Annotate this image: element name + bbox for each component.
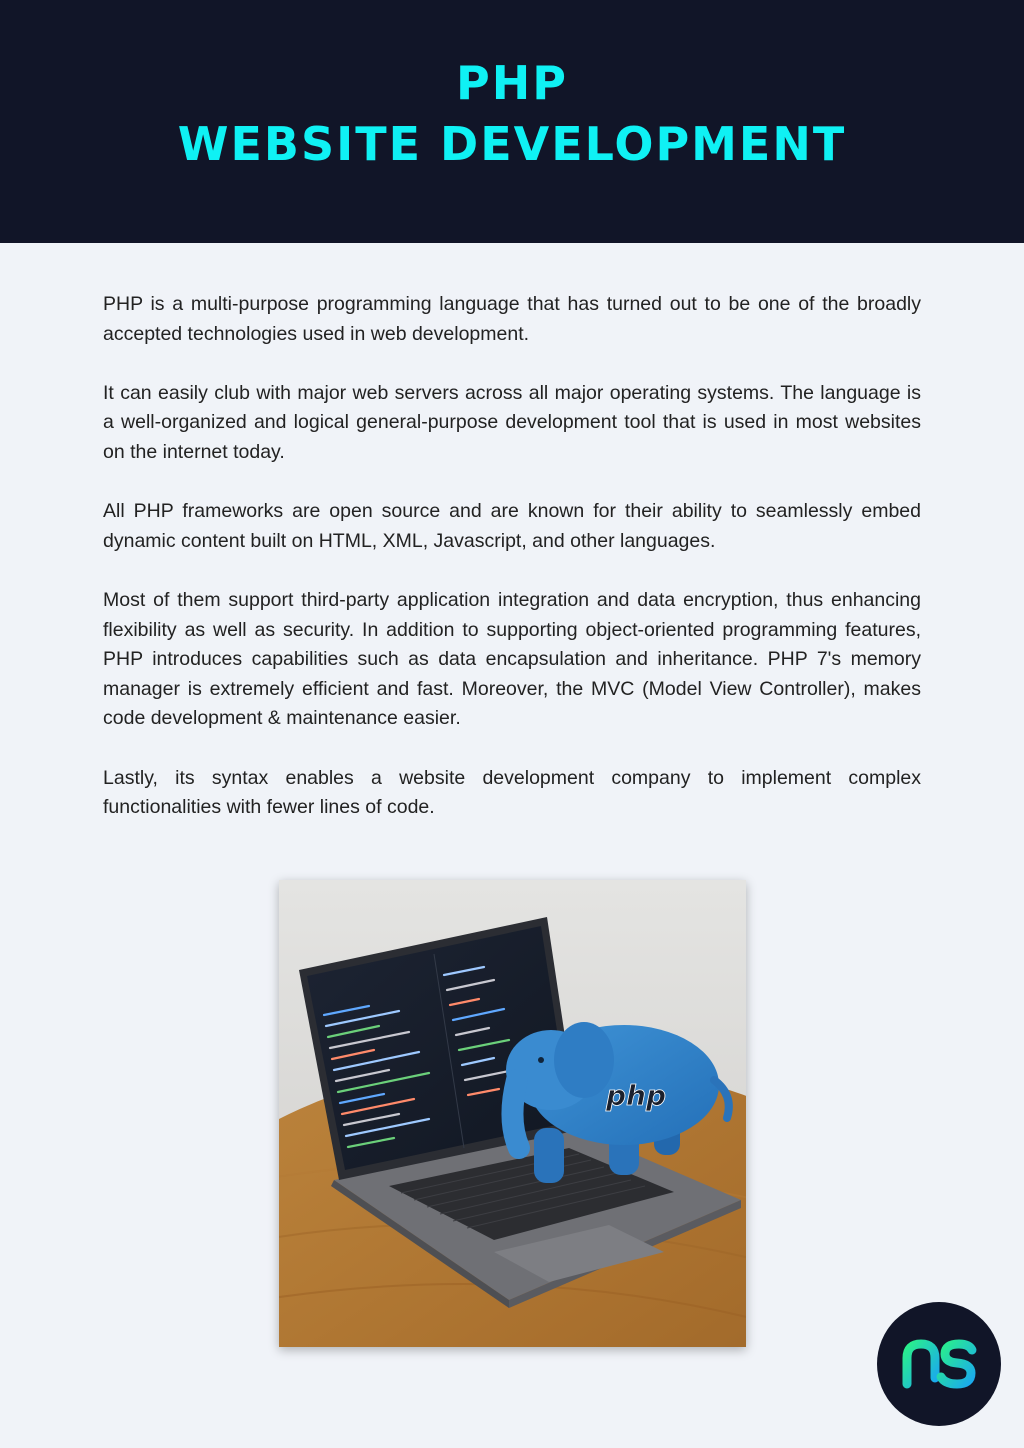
laptop-elephant-photo [279, 880, 746, 1347]
plush-php-label: php [605, 1079, 667, 1112]
company-logo [877, 1302, 1001, 1426]
paragraph-frameworks: All PHP frameworks are open source and are known for their ability to seamlessly embed dynamic content built on HTML, XML, Javascript, and other languages. [103, 500, 921, 552]
paragraph-intro: PHP is a multi-purpose programming language that has turned out to be one of the broadly accepted technologies used in web development. [103, 293, 921, 345]
article-body [103, 290, 921, 852]
paragraph-features: Most of them support third-party application integration and data encryption, thus enhancing flexibility as well as security. In addition to supporting object-oriented programming features, PHP introduces capabilities such as data encapsulation and inheritance. PHP 7's memory manager is extremely efficient and fast. Moreover, the MVC (Model View Controller), makes code development & maintenance easier. [103, 588, 921, 730]
page-title-line-2: WEBSITE DEVELOPMENT [177, 117, 847, 171]
paragraph-syntax: Lastly, its syntax enables a website development company to implement complex functionalities with fewer lines of code. [103, 766, 921, 819]
page-header [0, 0, 1024, 243]
page-title-line-1: PHP [456, 56, 568, 110]
paragraph-servers: It can easily club with major web servers across all major operating systems. The language is a well-organized and logical general-purpose development tool that is used in most websites on the internet today. [103, 381, 921, 463]
